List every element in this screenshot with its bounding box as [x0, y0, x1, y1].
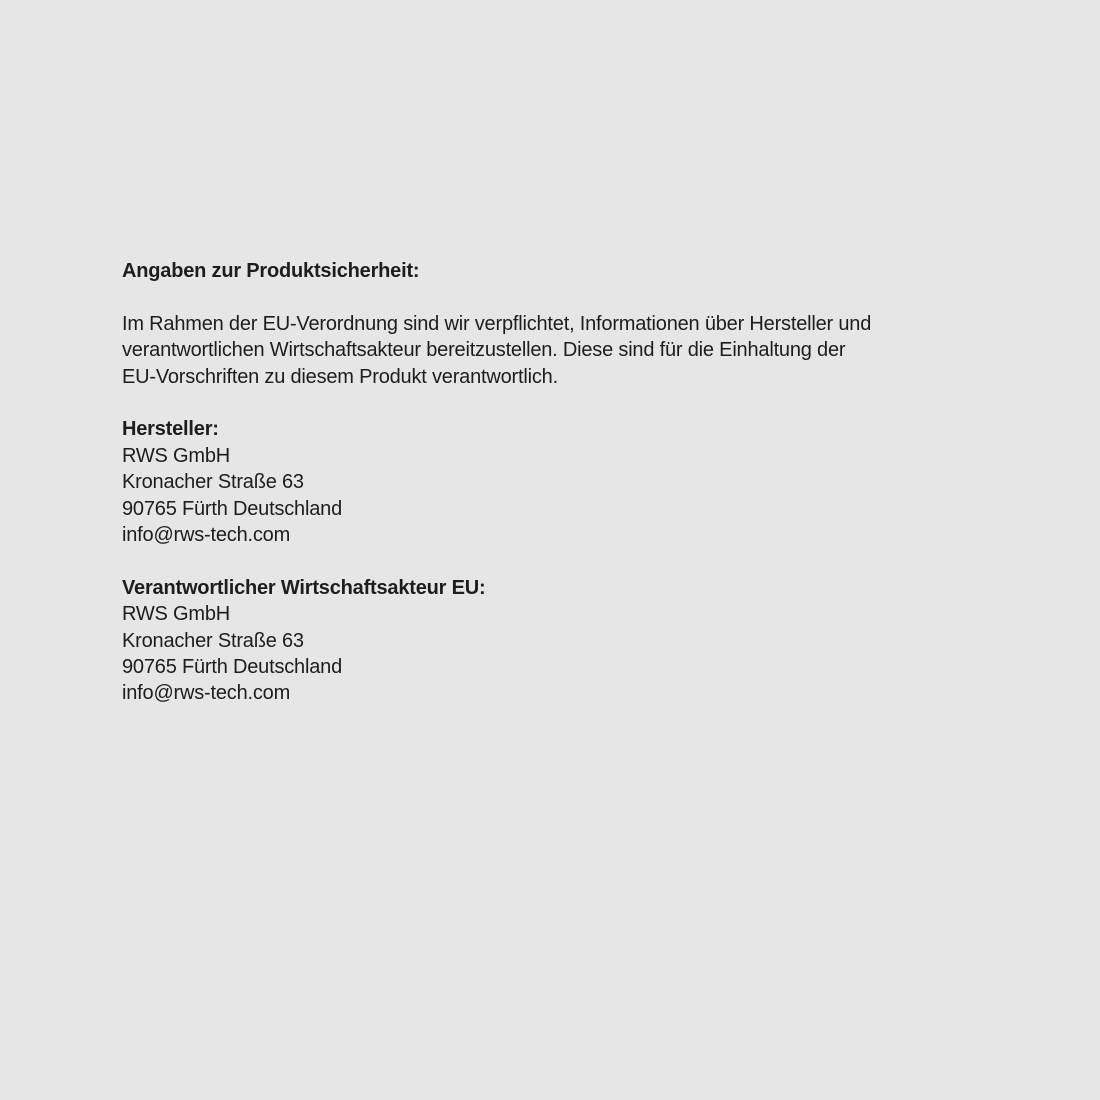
responsible-actor-email: info@rws-tech.com	[122, 682, 291, 705]
manufacturer-heading: Hersteller:	[122, 418, 219, 441]
manufacturer-city: 90765 Fürth Deutschland	[122, 497, 342, 520]
intro-line: Im Rahmen der EU-Verordnung sind wir verpflichtet, Informationen über Hersteller und	[122, 312, 872, 335]
intro-line: EU-Vorschriften zu diesem Produkt verantwortlich.	[122, 365, 558, 388]
responsible-actor-block	[122, 575, 992, 707]
manufacturer-block	[122, 416, 992, 548]
responsible-actor-city: 90765 Fürth Deutschland	[122, 656, 342, 679]
manufacturer-email: info@rws-tech.com	[122, 524, 291, 547]
intro-paragraph	[122, 311, 992, 390]
responsible-actor-heading: Verantwortlicher Wirtschaftsakteur EU:	[122, 576, 486, 599]
manufacturer-company: RWS GmbH	[122, 444, 231, 467]
intro-line: verantwortlichen Wirtschaftsakteur bereitzustellen. Diese sind für die Einhaltung der	[122, 339, 846, 362]
responsible-actor-company: RWS GmbH	[122, 603, 231, 626]
responsible-actor-street: Kronacher Straße 63	[122, 629, 304, 652]
manufacturer-street: Kronacher Straße 63	[122, 471, 304, 494]
product-safety-title: Angaben zur Produktsicherheit:	[122, 260, 420, 282]
product-safety-info	[122, 258, 992, 733]
